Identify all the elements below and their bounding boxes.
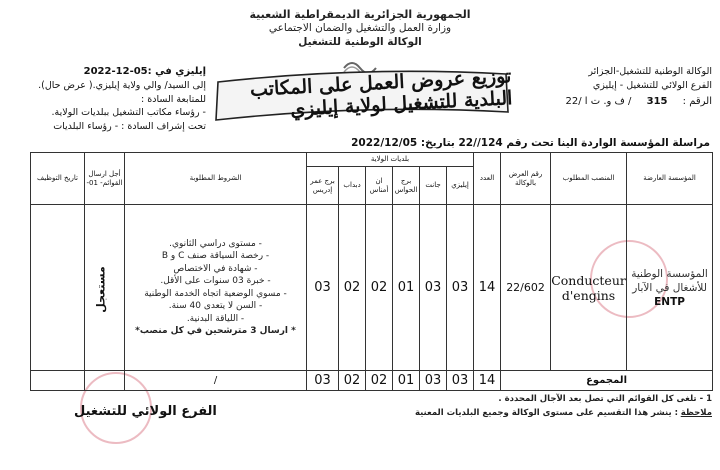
commune-debdeb: دبداب bbox=[339, 167, 366, 205]
recipient-followup: للمتابعة السادة : bbox=[141, 94, 206, 105]
recipient-wali: إلى السيد/ والي ولاية إيليزي.( عرض حال). bbox=[38, 80, 206, 91]
institution-cell bbox=[627, 205, 713, 371]
commune-djanet: جانت bbox=[420, 167, 447, 205]
condition-note: * ارسال 3 مترشحين في كل منصب* bbox=[135, 326, 296, 336]
count-cell: 14 bbox=[474, 205, 501, 371]
table-row bbox=[31, 205, 713, 371]
total-label: المجموع bbox=[501, 371, 713, 391]
total-deadline bbox=[85, 371, 125, 391]
commune-bordj-omar-driss: برج عمر إدريس bbox=[307, 167, 339, 205]
commune-value-bordj-omar-driss: 03 bbox=[307, 205, 339, 371]
footer-note-label: ملاحظة bbox=[680, 408, 712, 418]
reference-line bbox=[532, 96, 712, 107]
condition-item: - رخصة السياقة صنف C و B bbox=[161, 251, 270, 261]
total-row bbox=[31, 371, 713, 391]
total-bordj-el-haouas: 01 bbox=[393, 371, 420, 391]
correspondence-line: مراسلة المؤسسة الواردة الينا تحت رقم 124//22 بتاريخ: 2022/12/05 bbox=[351, 137, 710, 149]
header-communes: بلديات الولاية bbox=[307, 153, 474, 167]
total-count: 14 bbox=[474, 371, 501, 391]
header-republic: الجمهورية الجزائرية الديمقراطية الشعبية bbox=[249, 8, 471, 21]
commune-value-djanet: 03 bbox=[420, 205, 447, 371]
condition-item: - اللياقة البدنية. bbox=[186, 313, 245, 324]
document-title: توزيع عروض العمل على المكاتب البلدية للتشغيل لولاية إيليزي bbox=[249, 65, 513, 121]
commune-value-debdeb: 02 bbox=[339, 205, 366, 371]
condition-item: - مستوى دراسي الثانوي. bbox=[169, 238, 262, 249]
sender-branch: الفرع الولائي للتشغيل - إيليزي bbox=[592, 80, 712, 91]
position-line: Conducteur bbox=[551, 272, 626, 288]
condition-item: - خبرة 03 سنوات على الأقل. bbox=[160, 276, 271, 286]
recipient-offices: - رؤساء مكاتب التشغيل ببلديات الولاية. bbox=[51, 107, 206, 118]
institution-acronym: ENTP bbox=[654, 295, 685, 308]
recipient-supervision: تحت إشراف السادة : - رؤساء البلديات bbox=[53, 121, 206, 132]
position-line: d'engins bbox=[561, 287, 616, 303]
header-position: المنصب المطلوب bbox=[551, 153, 627, 205]
total-bordj-omar-driss: 03 bbox=[307, 371, 339, 391]
sender-agency: الوكالة الوطنية للتشغيل-الجزائر bbox=[588, 66, 712, 77]
total-debdeb: 02 bbox=[339, 371, 366, 391]
institution-name-line: للأشغال في الآبار bbox=[632, 281, 707, 294]
title-banner bbox=[212, 65, 513, 122]
commune-illizi: إيليزي bbox=[447, 167, 474, 205]
total-illizi: 03 bbox=[447, 371, 474, 391]
reference-number: 315 bbox=[646, 96, 668, 107]
header-agency: الوكالة الوطنية للتشغيل bbox=[298, 36, 422, 48]
header-count: العدد bbox=[474, 153, 501, 205]
total-hire-date bbox=[31, 371, 85, 391]
header-hire-date: تاريخ التوظيف bbox=[31, 153, 85, 205]
commune-bordj-el-haouas: برج الحواس bbox=[393, 167, 420, 205]
hire-date-cell bbox=[31, 205, 85, 371]
condition-item: - شهادة في الاختصاص bbox=[173, 263, 258, 274]
reference-suffix: / ف و. ت ا /22 bbox=[565, 96, 632, 107]
header-ministry: وزارة العمل والتشغيل والضمان الاجتماعي bbox=[268, 22, 452, 34]
total-djanet: 03 bbox=[420, 371, 447, 391]
job-offer-table bbox=[30, 152, 713, 391]
total-in-amenas: 02 bbox=[366, 371, 393, 391]
offer-number-cell: 22/602 bbox=[501, 205, 551, 371]
header-institution: المؤسسة العارضة bbox=[627, 153, 713, 205]
total-conditions: / bbox=[125, 371, 307, 391]
condition-item: - مسوي الوضعية اتجاه الخدمة الوطنية bbox=[144, 288, 287, 299]
commune-value-illizi: 03 bbox=[447, 205, 474, 371]
conditions-cell bbox=[125, 205, 307, 371]
header-conditions: الشروط المطلوبة bbox=[125, 153, 307, 205]
header-deadline: أجل ارسال القوائم- 01- bbox=[85, 153, 125, 205]
footer-note-1: 1 - تلغى كل القوائم التي تصل بعد الآجال المحددة . bbox=[498, 394, 712, 404]
signature-branch: الفرع الولائي للتشغيل bbox=[74, 404, 217, 419]
commune-value-in-amenas: 02 bbox=[366, 205, 393, 371]
commune-value-bordj-el-haouas: 01 bbox=[393, 205, 420, 371]
position-cell bbox=[551, 205, 627, 371]
header-offer-number: رقم العرض بالوكالة bbox=[501, 153, 551, 205]
institution-name-line: المؤسسة الوطنية bbox=[631, 267, 708, 280]
document-date: إيليزي في :05-12-2022 bbox=[83, 66, 206, 77]
deadline-cell bbox=[85, 205, 125, 371]
footer-note-text: : ينشر هذا التقسيم على مستوى الوكالة وجميع البلديات المعنية bbox=[414, 408, 679, 418]
condition-item: - السن لا يتعدى 40 سنة. bbox=[168, 301, 263, 311]
footer-note-2 bbox=[252, 408, 712, 418]
commune-in-amenas: ان أمناس bbox=[366, 167, 393, 205]
deadline-urgent: مستعجل bbox=[94, 266, 108, 313]
reference-label: الرقم : bbox=[682, 96, 712, 107]
